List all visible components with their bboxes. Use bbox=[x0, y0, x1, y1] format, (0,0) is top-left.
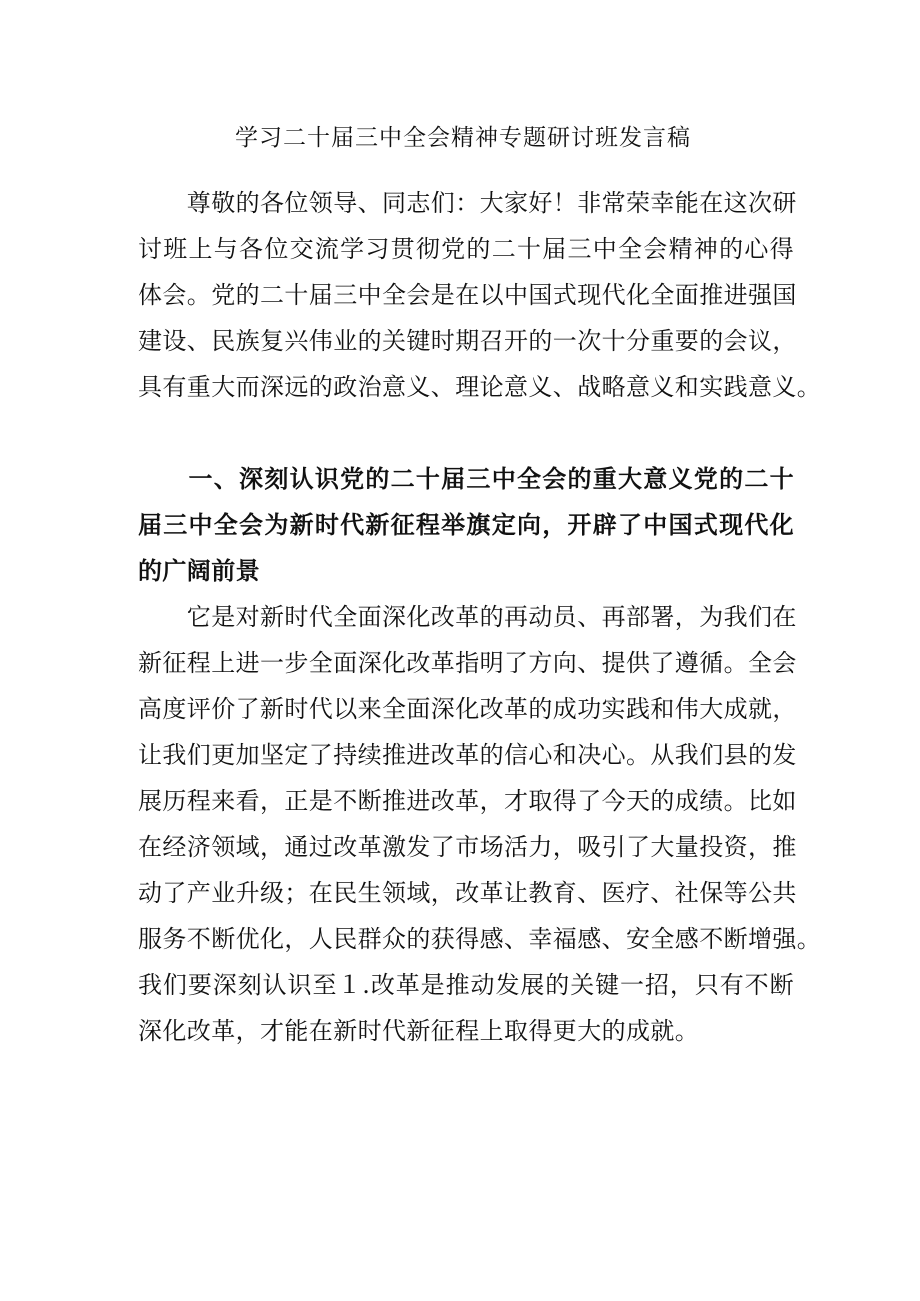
text-line: 在经济领域，通过改革激发了市场活力，吸引了大量投资，推 bbox=[138, 833, 797, 861]
text-line: 体会。党的二十届三中全会是在以中国式现代化全面推进强国 bbox=[138, 281, 797, 309]
text-line: 深化改革，才能在新时代新征程上取得更大的成就。 bbox=[138, 1017, 700, 1045]
section-heading-1 bbox=[138, 456, 794, 594]
document-title: 学习二十届三中全会精神专题研讨班发言稿 bbox=[235, 125, 691, 151]
text-line: 具有重大而深远的政治意义、理论意义、战略意义和实践意义。 bbox=[138, 373, 822, 401]
text-line: 动了产业升级；在民生领域，改革让教育、医疗、社保等公共 bbox=[138, 879, 797, 907]
text-line: 讨班上与各位交流学习贯彻党的二十届三中全会精神的心得 bbox=[138, 235, 794, 263]
text-line: 让我们更加坚定了持续推进改革的信心和决心。从我们县的发 bbox=[138, 741, 797, 769]
text-line: 服务不断优化，人民群众的获得感、幸福感、安全感不断增强。 bbox=[138, 925, 822, 953]
text-line: 展历程来看，正是不断推进改革，才取得了今天的成绩。比如 bbox=[138, 787, 797, 815]
text-line: 尊敬的各位领导、同志们：大家好！非常荣幸能在这次研 bbox=[138, 189, 797, 217]
heading-line: 的广阔前景 bbox=[138, 556, 260, 585]
text-line: 我们要深刻认识至１.改革是推动发展的关键一招，只有不断 bbox=[138, 971, 794, 999]
heading-line: 一、深刻认识党的二十届三中全会的重大意义党的二十 bbox=[138, 464, 794, 493]
text-line: 它是对新时代全面深化改革的再动员、再部署，为我们在 bbox=[138, 603, 797, 631]
paragraph-reform bbox=[138, 594, 822, 1054]
text-line: 建设、民族复兴伟业的关键时期召开的一次十分重要的会议， bbox=[138, 327, 797, 355]
heading-line: 届三中全会为新时代新征程举旗定向，开辟了中国式现代化 bbox=[138, 510, 794, 539]
text-line: 高度评价了新时代以来全面深化改革的成功实践和伟大成就， bbox=[138, 695, 797, 723]
text-line: 新征程上进一步全面深化改革指明了方向、提供了遵循。全会 bbox=[138, 649, 797, 677]
paragraph-greeting bbox=[138, 180, 822, 410]
